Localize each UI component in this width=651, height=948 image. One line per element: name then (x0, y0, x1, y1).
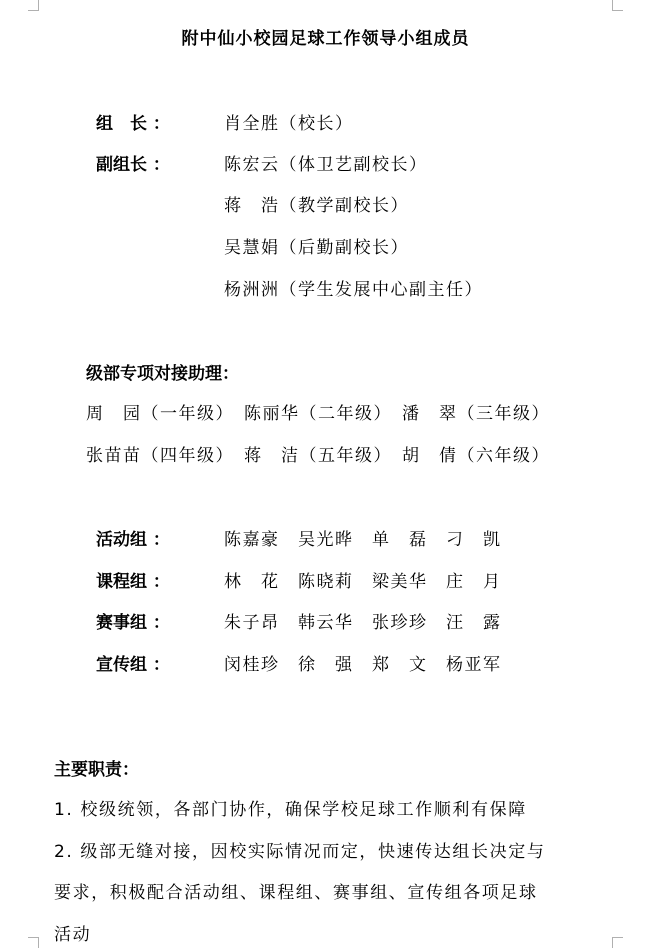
document-title: 附中仙小校园足球工作领导小组成员 (181, 29, 470, 49)
duties-line: 1. 校级统领，各部门协作，确保学校足球工作顺利有保障 (54, 800, 527, 820)
crop-mark-top-left (28, 0, 39, 11)
crop-mark-bottom-left (28, 937, 39, 948)
group-members-publicity: 闵桂珍 徐 强 郑 文 杨亚军 (224, 655, 502, 675)
duties-line: 2. 级部无缝对接，因校实际情况而定，快速传达组长决定与 (54, 842, 546, 862)
deputy-name: 蒋 浩（教学副校长） (224, 196, 409, 216)
grade-assist-heading: 级部专项对接助理： (86, 364, 239, 384)
grade-assist-line: 张苗苗（四年级） 蒋 洁（五年级） 胡 倩（六年级） (86, 446, 550, 466)
leader-name: 肖全胜（校长） (224, 114, 354, 134)
group-members-curriculum: 林 花 陈晓莉 梁美华 庄 月 (224, 572, 502, 592)
leader-role-label: 组 长 ： (96, 114, 170, 134)
duties-line: 活动 (54, 925, 92, 945)
deputy-name: 杨洲洲（学生发展中心副主任） (224, 280, 483, 300)
group-name-activity: 活动组 ： (96, 530, 170, 550)
group-members-competition: 朱子昂 韩云华 张珍珍 汪 露 (224, 613, 502, 633)
duties-line: 要求，积极配合活动组、课程组、赛事组、宣传组各项足球 (54, 883, 538, 903)
grade-assist-line: 周 园（一年级） 陈丽华（二年级） 潘 翠（三年级） (86, 404, 550, 424)
crop-mark-top-right (612, 0, 623, 11)
group-members-activity: 陈嘉豪 吴光晔 单 磊 刁 凯 (224, 530, 502, 550)
group-name-publicity: 宣传组 ： (96, 655, 170, 675)
deputy-role-label: 副组长 ： (96, 155, 170, 175)
deputy-name: 吴慧娟（后勤副校长） (224, 238, 409, 258)
group-name-competition: 赛事组 ： (96, 613, 170, 633)
duties-heading: 主要职责： (54, 760, 139, 780)
crop-mark-bottom-right (612, 937, 623, 948)
deputy-name: 陈宏云（体卫艺副校长） (224, 155, 428, 175)
group-name-curriculum: 课程组 ： (96, 572, 170, 592)
